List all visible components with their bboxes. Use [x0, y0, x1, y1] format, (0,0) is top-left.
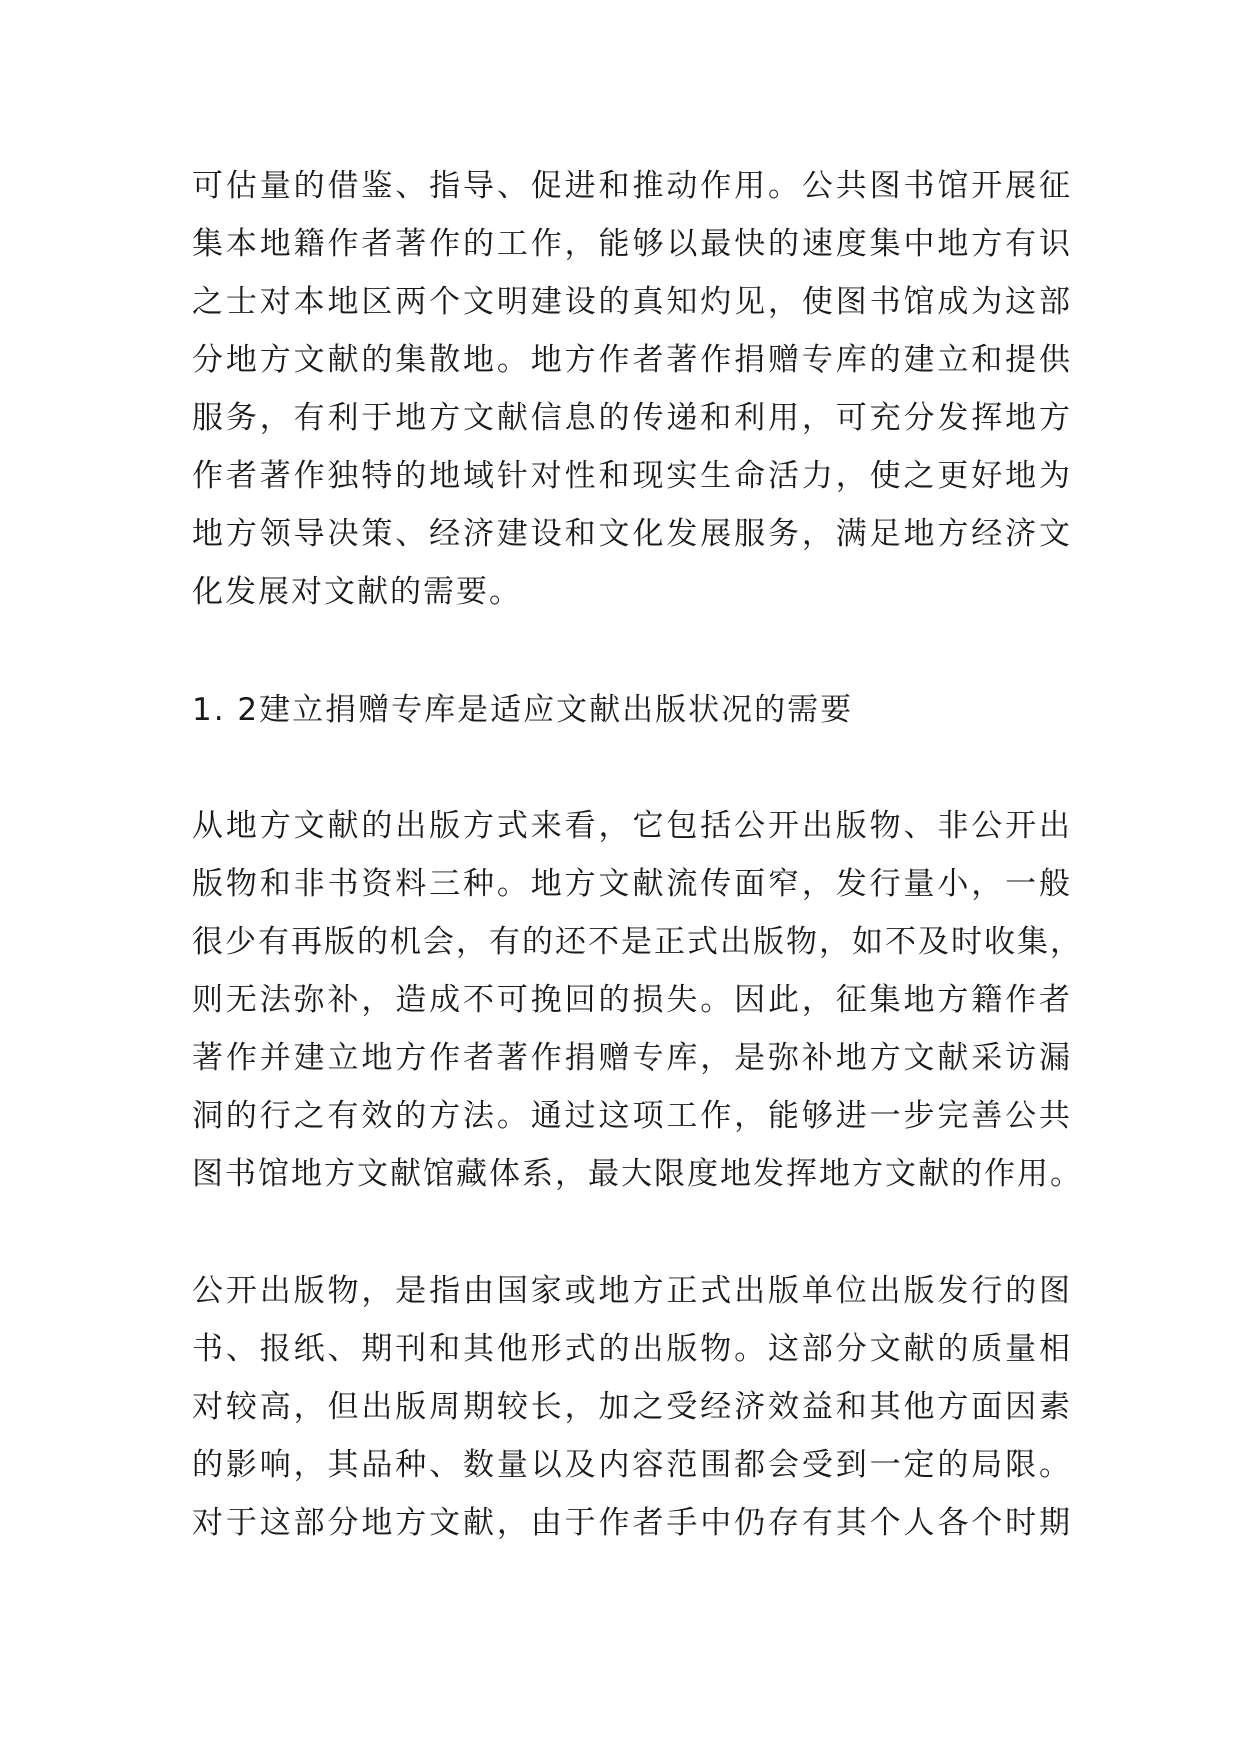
- paragraph-line: 书、报纸、期刊和其他形式的出版物。这部分文献的质量相: [192, 1331, 1072, 1367]
- paragraph-line: 分地方文献的集散地。地方作者著作捐赠专库的建立和提供: [192, 342, 1072, 378]
- paragraph-line: 则无法弥补，造成不可挽回的损失。因此，征集地方籍作者: [192, 982, 1072, 1018]
- paragraph-line: 作者著作独特的地域针对性和现实生命活力，使之更好地为: [192, 458, 1072, 494]
- paragraph-line: 的影响，其品种、数量以及内容范围都会受到一定的局限。: [192, 1447, 1072, 1483]
- paragraph-line: 图书馆地方文献馆藏体系，最大限度地发挥地方文献的作用。: [192, 1156, 1083, 1192]
- section-heading: 1. 2建立捐赠专库是适应文献出版状况的需要: [192, 692, 854, 728]
- paragraph-1: [192, 157, 1072, 621]
- paragraph-line: 地方领导决策、经济建设和文化发展服务，满足地方经济文: [192, 516, 1072, 552]
- paragraph-line: 著作并建立地方作者著作捐赠专库，是弥补地方文献采访漏: [192, 1040, 1072, 1076]
- paragraph-line: 从地方文献的出版方式来看，它包括公开出版物、非公开出: [192, 808, 1072, 844]
- paragraph-line: 集本地籍作者著作的工作，能够以最快的速度集中地方有识: [192, 226, 1072, 262]
- paragraph-line: 对于这部分地方文献，由于作者手中仍存有其个人各个时期: [192, 1505, 1072, 1541]
- paragraph-line: 洞的行之有效的方法。通过这项工作，能够进一步完善公共: [192, 1098, 1072, 1134]
- paragraph-3: [192, 1262, 1072, 1552]
- paragraph-2: [192, 797, 1083, 1203]
- paragraph-line: 化发展对文献的需要。: [192, 574, 522, 610]
- paragraph-line: 版物和非书资料三种。地方文献流传面窄，发行量小，一般: [192, 866, 1072, 902]
- paragraph-line: 服务，有利于地方文献信息的传递和利用，可充分发挥地方: [192, 400, 1072, 436]
- paragraph-line: 很少有再版的机会，有的还不是正式出版物，如不及时收集，: [192, 924, 1083, 960]
- paragraph-line: 对较高，但出版周期较长，加之受经济效益和其他方面因素: [192, 1389, 1072, 1425]
- paragraph-line: 之士对本地区两个文明建设的真知灼见，使图书馆成为这部: [192, 284, 1072, 320]
- paragraph-line: 公开出版物，是指由国家或地方正式出版单位出版发行的图: [192, 1273, 1072, 1309]
- paragraph-line: 可估量的借鉴、指导、促进和推动作用。公共图书馆开展征: [192, 168, 1072, 204]
